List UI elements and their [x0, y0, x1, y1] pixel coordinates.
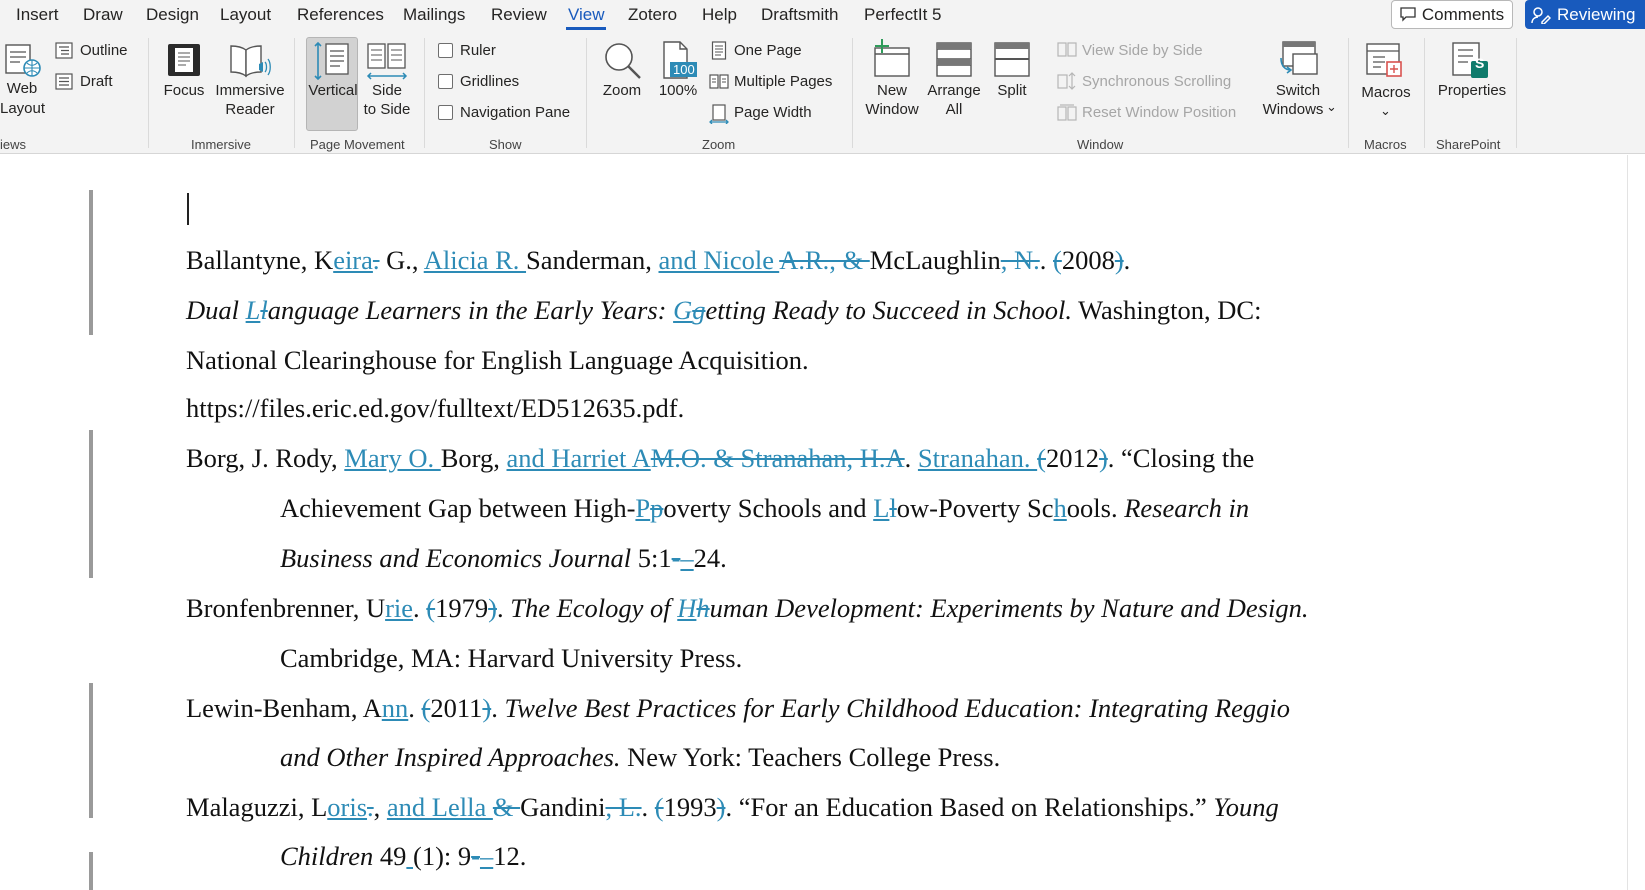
change-bar — [89, 430, 93, 578]
tracked-deletion: l — [889, 493, 897, 523]
doc-line — [280, 493, 1249, 524]
side-to-side-label-2: to Side — [363, 101, 411, 118]
doc-line — [186, 792, 1279, 823]
tracked-deletion: . — [372, 245, 380, 275]
group-label-zoom: Zoom — [702, 137, 736, 152]
ruler-checkbox-box[interactable] — [438, 43, 453, 58]
macros-label: Macros — [1361, 84, 1411, 101]
navigation-pane-label: Navigation Pane — [460, 104, 571, 121]
side-to-side-label-1: Side — [371, 82, 403, 99]
tracked-insertion: Stranahan. — [917, 443, 1038, 473]
text-run: Twelve Best Practices for Early Childhood Education: Integrating Reggio — [504, 693, 1290, 723]
text-run: ools. — [1066, 493, 1125, 523]
vertical-scrollbar[interactable] — [1627, 155, 1645, 890]
tracked-deletion: g — [692, 295, 706, 325]
text-run: 2012 — [1045, 443, 1099, 473]
draft-label: Draft — [80, 73, 113, 90]
text-run: and Other Inspired Approaches. — [280, 742, 621, 772]
new-window-label-1: New — [876, 82, 907, 99]
text-run: . — [1039, 245, 1054, 275]
zoom-label: Zoom — [602, 82, 642, 99]
text-run: 24. — [693, 543, 727, 573]
text-run: . — [413, 593, 427, 623]
doc-line — [186, 593, 1308, 624]
group-separator — [586, 38, 587, 148]
side-by-side-icon — [1057, 42, 1077, 58]
text-run: Borg, J. Rody, — [186, 443, 345, 473]
chevron-down-icon: ⌄ — [1380, 103, 1391, 118]
menu-review[interactable]: Review — [491, 5, 547, 24]
tracked-insertion: – — [479, 841, 494, 871]
text-run: ow-Poverty Sc — [896, 493, 1054, 523]
menu-layout[interactable]: Layout — [220, 5, 272, 24]
change-bar — [89, 683, 93, 818]
menu-draftsmith[interactable]: Draftsmith — [761, 5, 839, 24]
tracked-insertion: – — [680, 543, 694, 573]
menu-draw[interactable]: Draw — [83, 5, 123, 24]
text-run: https://files.eric.ed.gov/fulltext/ED512635.pdf. — [186, 393, 685, 423]
text-run: etting Ready to Succeed in School. — [705, 295, 1072, 325]
tracked-deletion: ) — [1098, 443, 1108, 473]
menu-bar — [0, 0, 1645, 30]
text-run: 5:1 — [631, 543, 672, 573]
text-run: National Clearinghouse for English Language Acquisition. — [186, 345, 809, 375]
zoom-100-label: 100% — [658, 82, 698, 99]
doc-line — [186, 295, 1261, 326]
text-run: . “Closing the — [1107, 443, 1255, 473]
group-label-window: Window — [1077, 137, 1124, 152]
tracked-deletion: h — [696, 593, 710, 623]
tracked-deletion: - — [671, 543, 681, 573]
tracked-insertion: and Lella — [386, 792, 493, 822]
page-width-icon — [709, 104, 729, 124]
text-run: . “For an Education Based on Relationships.” — [725, 792, 1214, 822]
tracked-insertion: and Harriet A — [506, 443, 651, 473]
page-width-label: Page Width — [734, 104, 812, 121]
tracked-deletion: ( — [421, 693, 431, 723]
text-run: Children — [280, 841, 374, 871]
group-label-show: Show — [489, 137, 522, 152]
text-run: 1993 — [663, 792, 717, 822]
text-run: Achievement Gap between High- — [280, 493, 636, 523]
group-label-page-movement: Page Movement — [310, 137, 405, 152]
text-run: Cambridge, MA: Harvard University Press. — [280, 643, 743, 673]
text-run: The Ecology of — [510, 593, 678, 623]
group-separator — [294, 38, 295, 148]
text-run: 49 — [373, 841, 407, 871]
text-run: . — [491, 693, 505, 723]
tracked-insertion: Mary O. — [344, 443, 441, 473]
text-run: overty Schools and — [663, 493, 874, 523]
split-label: Split — [997, 82, 1027, 99]
tracked-deletion: ) — [1114, 245, 1124, 275]
menu-help[interactable]: Help — [702, 5, 737, 24]
text-run: uman Development: Experiments by Nature and Design. — [709, 593, 1309, 623]
arrange-all-icon — [935, 41, 973, 79]
text-run: Business and Economics Journal — [280, 543, 632, 573]
text-run: 2011 — [430, 693, 483, 723]
reviewing-button[interactable] — [1525, 0, 1645, 29]
immersive-reader-label-2: Reader — [225, 101, 275, 118]
text-run: Research in — [1124, 493, 1250, 523]
comments-label: Comments — [1421, 4, 1505, 24]
text-run: Dual — [186, 295, 246, 325]
text-run: Borg, — [440, 443, 507, 473]
doc-line — [186, 245, 1130, 276]
text-run: Bronfenbrenner, U — [186, 593, 386, 623]
new-window-label-2: Window — [865, 101, 919, 118]
properties-label: Properties — [1437, 82, 1507, 99]
one-page-label: One Page — [734, 42, 802, 59]
text-run: Gandini — [520, 792, 606, 822]
tracked-insertion: oris — [327, 792, 368, 822]
text-run: New York: Teachers College Press. — [620, 742, 1001, 772]
tracked-deletion: ) — [488, 593, 497, 623]
menu-references[interactable]: References — [297, 5, 384, 24]
split-icon — [993, 41, 1031, 79]
reviewing-icon — [1531, 6, 1551, 24]
tracked-insertion: and Nicole — [658, 245, 780, 275]
immersive-reader-icon — [229, 42, 271, 80]
tracked-insertion: P — [635, 493, 651, 523]
change-bar — [89, 852, 93, 890]
menu-perfectit[interactable]: PerfectIt 5 — [864, 5, 942, 24]
text-run: . — [496, 593, 511, 623]
text-cursor — [187, 193, 189, 225]
outline-icon — [55, 42, 73, 59]
text-run: anguage Learners in the Early Years: — [267, 295, 674, 325]
tracked-insertion: G — [673, 295, 693, 325]
tracked-insertion: L — [245, 295, 261, 325]
comments-button[interactable] — [1391, 0, 1513, 29]
menu-design[interactable]: Design — [146, 5, 199, 24]
text-run: , — [373, 792, 387, 822]
text-run: (1): 9 — [413, 841, 472, 871]
group-separator — [1516, 38, 1517, 148]
text-run: Washington, DC: — [1071, 295, 1262, 325]
reset-window-position-label: Reset Window Position — [1082, 104, 1237, 121]
text-run: 2008 — [1061, 245, 1115, 275]
view-side-by-side-label: View Side by Side — [1082, 42, 1203, 59]
gridlines-checkbox-box[interactable] — [438, 74, 453, 89]
tracked-insertion: h — [1053, 493, 1067, 523]
text-run: 1979 — [435, 593, 489, 623]
menu-insert[interactable]: Insert — [16, 5, 59, 24]
multiple-pages-icon — [709, 74, 729, 90]
outline-label: Outline — [80, 42, 128, 59]
tracked-insertion — [406, 841, 413, 871]
tracked-deletion: ) — [716, 792, 726, 822]
tracked-deletion: , N. — [1000, 245, 1040, 275]
doc-line — [280, 841, 526, 872]
reset-window-icon — [1057, 104, 1077, 122]
multiple-pages-label: Multiple Pages — [734, 73, 833, 90]
doc-line — [280, 742, 1000, 773]
doc-line — [186, 345, 809, 376]
immersive-reader-label-1: Immersive — [215, 82, 285, 99]
tracked-insertion: L — [873, 493, 890, 523]
ribbon — [0, 30, 1645, 154]
text-run: G., — [379, 245, 424, 275]
group-separator — [1348, 38, 1349, 148]
text-run: Sanderman, — [526, 245, 659, 275]
reviewing-label: Reviewing — [1557, 4, 1636, 24]
sync-scroll-icon — [1057, 72, 1077, 90]
tracked-deletion: - — [471, 841, 480, 871]
sharepoint-badge-text: S — [1475, 55, 1485, 71]
synchronous-scrolling-label: Synchronous Scrolling — [1082, 73, 1232, 90]
switch-windows-icon — [1277, 40, 1319, 80]
tracked-deletion: M.O. & Stranahan, H.A — [650, 443, 905, 473]
doc-line — [186, 393, 684, 424]
tracked-insertion: eira — [333, 245, 373, 275]
navigation-pane-checkbox-box[interactable] — [438, 105, 453, 120]
switch-windows-label-1: Switch — [1275, 82, 1321, 99]
text-run: . — [1123, 245, 1131, 275]
group-separator — [852, 38, 853, 148]
menu-zotero[interactable]: Zotero — [628, 5, 678, 24]
tracked-insertion: H — [677, 593, 697, 623]
tracked-deletion: ) — [482, 693, 492, 723]
text-run: Malaguzzi, L — [186, 792, 328, 822]
tracked-insertion: Alicia R. — [423, 245, 527, 275]
draft-icon — [55, 73, 73, 90]
group-label-macros: Macros — [1364, 137, 1407, 152]
tracked-deletion: ( — [654, 792, 664, 822]
doc-line — [280, 643, 742, 674]
change-bar — [89, 190, 93, 335]
focus-label: Focus — [163, 82, 205, 99]
web-layout-icon — [5, 44, 41, 78]
gridlines-label: Gridlines — [460, 73, 520, 90]
web-layout-label-2: Layout — [0, 100, 46, 117]
doc-line — [186, 443, 1254, 474]
text-run: . — [641, 792, 655, 822]
arrange-all-label-1: Arrange — [927, 82, 981, 99]
tracked-deletion: ( — [426, 593, 436, 623]
tracked-insertion: nn — [381, 693, 409, 723]
web-layout-label-1: Web — [6, 80, 38, 97]
comment-icon — [1400, 7, 1416, 22]
vertical-label: Vertical — [308, 82, 358, 99]
tracked-deletion: , L. — [605, 792, 642, 822]
tracked-deletion: p — [650, 493, 664, 523]
tracked-deletion: & — [492, 792, 521, 822]
text-run: . — [408, 693, 422, 723]
new-window-icon — [872, 38, 912, 78]
chevron-down-icon: ⌄ — [1326, 99, 1337, 114]
group-separator — [148, 38, 149, 148]
arrange-all-label-2: All — [945, 101, 963, 118]
group-label-views: iews — [0, 137, 27, 152]
doc-line — [280, 543, 727, 574]
zoom-icon — [602, 40, 644, 82]
tracked-insertion: rie — [385, 593, 414, 623]
vertical-icon — [313, 41, 351, 81]
group-separator — [424, 38, 425, 148]
text-run: 12. — [493, 841, 527, 871]
macros-icon — [1365, 42, 1405, 82]
ruler-label: Ruler — [460, 42, 496, 59]
text-run: McLaughlin — [869, 245, 1001, 275]
text-run: . — [904, 443, 918, 473]
menu-mailings[interactable]: Mailings — [403, 5, 466, 24]
focus-icon — [166, 42, 202, 78]
tracked-deletion: ( — [1053, 245, 1062, 275]
tracked-deletion: A.R., & — [779, 245, 870, 275]
menu-view[interactable]: View — [568, 5, 605, 24]
text-run: Young — [1213, 792, 1279, 822]
tracked-deletion: ( — [1037, 443, 1046, 473]
page-100-icon-text: 100 — [673, 62, 695, 77]
group-label-immersive: Immersive — [191, 137, 251, 152]
tracked-deletion: l — [260, 295, 268, 325]
text-run: Lewin-Benham, A — [186, 693, 382, 723]
text-run: Ballantyne, K — [186, 245, 334, 275]
side-to-side-icon — [366, 42, 408, 82]
group-label-sharepoint: SharePoint — [1436, 137, 1501, 152]
document-area[interactable] — [0, 155, 1645, 890]
switch-windows-label-2: Windows — [1262, 101, 1324, 118]
tracked-deletion: . — [367, 792, 374, 822]
one-page-icon — [711, 41, 727, 60]
group-separator — [1424, 38, 1425, 148]
doc-line — [186, 693, 1290, 724]
